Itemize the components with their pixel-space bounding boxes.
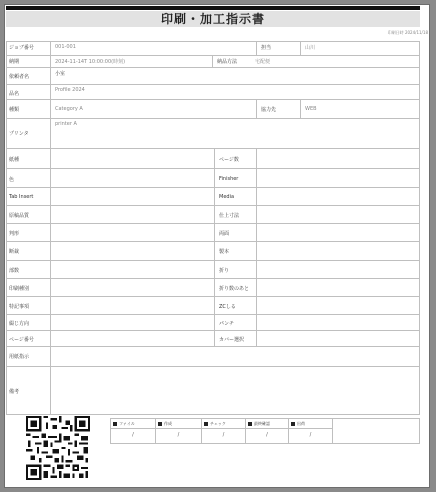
owner-value[interactable]: 山川 [305, 45, 316, 51]
stamp-ship[interactable]: 出荷 / [289, 419, 333, 443]
approval-stamps [110, 418, 420, 444]
printer-value[interactable]: printer A [55, 121, 77, 127]
print-date-note: 印刷日時 2024/11/18 [387, 30, 428, 35]
tab-insert-label: Tab Insert [9, 194, 34, 200]
row-customer [6, 67, 420, 84]
delivery-value[interactable]: 宅配便 [255, 59, 271, 65]
checkbox-icon [204, 422, 208, 426]
row-prep [6, 278, 420, 296]
stamp-file[interactable]: ファイル / [111, 419, 156, 443]
qr-code [26, 416, 90, 480]
sides-label: 両面 [219, 231, 230, 237]
ink-label: 色 [9, 177, 15, 183]
cut-label: 断裁 [9, 249, 20, 255]
row-plate [6, 205, 420, 223]
cover-label: カバー選択 [219, 337, 245, 343]
customer-label: 依頼者名 [9, 74, 30, 80]
row-page-no [6, 330, 420, 346]
zcut-label: ZCしる [219, 304, 236, 310]
row-paper-info [6, 346, 420, 366]
owner-label: 担当 [261, 45, 272, 51]
kind-label: 種類 [9, 107, 20, 113]
remarks-label: 備考 [9, 389, 20, 395]
row-ink [6, 168, 420, 187]
checkbox-icon [248, 422, 252, 426]
plate-label: 原稿品質 [9, 213, 30, 219]
media-label: Media [219, 194, 235, 200]
stamp-create[interactable]: 作成 / [156, 419, 202, 443]
row-spec [6, 296, 420, 314]
paper-instruction-label: 用紙指示 [9, 354, 30, 360]
delivery-label: 納品方法 [217, 59, 238, 65]
stamp-check[interactable]: チェック / [202, 419, 246, 443]
row-job [6, 41, 420, 55]
name-label: 品名 [9, 91, 20, 97]
row-tab [6, 187, 420, 205]
fold-after-label: 折り数のあと [219, 286, 250, 292]
punch-label: パンチ [219, 321, 235, 327]
stamp-final[interactable]: 最終確認 / [246, 419, 289, 443]
row-due [6, 55, 420, 67]
pages-label: ページ数 [219, 157, 239, 163]
binding-label: 製本 [219, 249, 230, 255]
finish-size-label: 仕上寸法 [219, 213, 240, 219]
title-rule [6, 6, 420, 10]
kind-value[interactable]: Category A [55, 106, 83, 112]
page-title: 印刷・加工指示書 [6, 11, 420, 27]
fold-label: 折り [219, 268, 230, 274]
row-kind [6, 99, 420, 118]
row-name [6, 84, 420, 99]
job-no-value[interactable]: 001-001 [55, 44, 76, 50]
customer-value[interactable]: 小室 [55, 71, 66, 77]
spec-label: 特記事項 [9, 304, 30, 310]
row-printer [6, 118, 420, 148]
row-size [6, 223, 420, 241]
vendor-value[interactable]: WEB [305, 106, 317, 112]
row-rule [6, 314, 420, 330]
row-paper [6, 148, 420, 168]
name-value[interactable]: Profile 2024 [55, 87, 85, 93]
checkbox-icon [158, 422, 162, 426]
job-no-label: ジョブ番号 [9, 45, 34, 51]
print-type-label: 印刷種別 [9, 286, 30, 292]
finisher-label: Finisher [219, 176, 239, 182]
printer-label: プリンタ [9, 131, 29, 137]
due-label: 納期 [9, 59, 20, 65]
vendor-label: 協力先 [261, 107, 277, 113]
paper-label: 紙種 [9, 157, 20, 163]
size-label: 判形 [9, 231, 20, 237]
row-remarks [6, 366, 420, 415]
binding-direction-label: 綴じ方向 [9, 321, 30, 327]
row-cut [6, 241, 420, 260]
qty-label: 部数 [9, 268, 20, 274]
row-qty [6, 260, 420, 278]
checkbox-icon [113, 422, 117, 426]
checkbox-icon [291, 422, 295, 426]
page-number-label: ページ番号 [9, 337, 34, 343]
due-value[interactable]: 2024-11-14T 10:00:00(時刻) [55, 59, 126, 65]
